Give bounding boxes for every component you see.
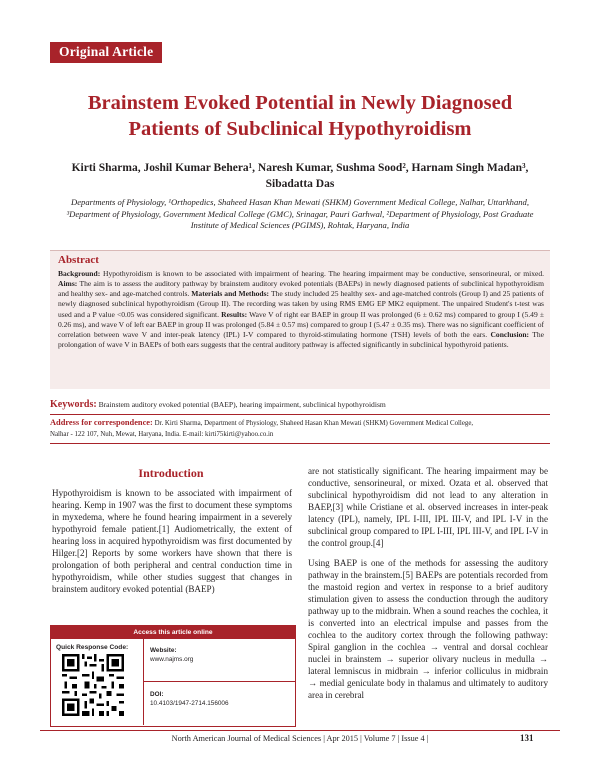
access-heading: Access this article online bbox=[51, 626, 295, 639]
conclusion-label: Conclusion: bbox=[490, 329, 530, 339]
access-divider-vertical bbox=[143, 639, 144, 725]
background-text: Hypothyroidism is known to be associated with impairment of hearing. The hearing impairment may be conductive, sensorineural, or mixed. bbox=[103, 269, 544, 278]
authors-line-2: Sibadatta Das bbox=[265, 178, 335, 190]
methods-label: Materials and Methods: bbox=[191, 289, 270, 299]
right-paragraph-1: are not statistically significant. The hearing impairment may be conductive, sensorineural, or mixed. Ozata et al. observed that subclinical hypothyroidism did not lead to any alteration in BAEP,[3] while Cristiane et al. observed increases in inter-peak latency (IPL), namely, IPL I-III, IPL III-V, and IPL I-V in the subclinical group compared to IPL I-III, IPL III-V, and IPL I-V in the control group.[4] bbox=[308, 466, 548, 548]
results-label: Results: bbox=[221, 309, 248, 319]
aims-label: Aims: bbox=[58, 279, 78, 289]
divider bbox=[50, 443, 550, 444]
article-type-badge: Original Article bbox=[50, 42, 162, 63]
doi-link[interactable]: 10.4103/1947-2714.156006 bbox=[150, 700, 229, 707]
footer-rule bbox=[40, 730, 560, 731]
article-title bbox=[40, 90, 560, 142]
title-line-1: Brainstem Evoked Potential in Newly Diagnosed bbox=[87, 92, 513, 114]
methods-text: The study included 25 healthy sex- and age-matched controls (Group I) and 25 patients of newly diagnosed subclinical hypothyroidism (Group II). The recording was taken by using RMS EMG EP MK2 equipment. The unpaired Student's t-test was used and a P value <0.05 was considered significant. bbox=[58, 289, 545, 319]
correspondence bbox=[50, 418, 550, 440]
right-column bbox=[308, 465, 548, 709]
author-list bbox=[40, 160, 560, 192]
keywords-label: Keywords: bbox=[50, 399, 97, 410]
keywords bbox=[50, 399, 550, 410]
website-label: Website: bbox=[150, 647, 177, 654]
website-link[interactable]: www.najms.org bbox=[150, 656, 194, 663]
left-column bbox=[52, 487, 292, 603]
abstract-heading: Abstract bbox=[58, 254, 99, 266]
results-text: Wave V of right ear BAEP in group II was prolonged (6 ± 0.62 ms) compared to group I (5.49 ± 0.26 ms), and wave V of left ear BAEP in group II was prolonged (5.84 ± 0.57 ms) compared to group I (5.47 ± 0.35 ms). There was no significant coefficient of correlation between wave V and inter-peak latency (IPL) I-V compared to thyroid-stimulating hormone (TSH) levels of both the ears. bbox=[58, 309, 544, 339]
introduction-heading: Introduction bbox=[138, 466, 204, 480]
divider bbox=[50, 414, 550, 415]
intro-paragraph-1: Hypothyroidism is known to be associated with impairment of hearing. Kemp in 1907 was the first to document these symptoms in myxedema, where he found hearing impairment in a severely hypothyroid female patient.[1] Audiometrically, the extent of hearing loss in acquired hypothyroidism was first documented by Hilger.[2] Reports by some workers have shown that there is prolongation of both peripheral and central conduction time in hypothyroidism, while other studies suggest that changes in brainstem auditory evoked potential (BAEP) bbox=[52, 488, 292, 594]
qr-code-icon[interactable] bbox=[62, 654, 124, 716]
correspondence-line-2: Nalhar - 122 107, Nuh, Mewat, Haryana, India. E-mail: kirti75kirti@yahoo.co.in bbox=[50, 430, 274, 438]
website-info bbox=[150, 646, 193, 664]
doi-info bbox=[150, 690, 229, 708]
journal-footer: North American Journal of Medical Sciences | Apr 2015 | Volume 7 | Issue 4 | bbox=[171, 734, 429, 743]
right-paragraph-2: Using BAEP is one of the methods for assessing the auditory pathway in the brainstem.[5] BAEPs are potentials recorded from the mastoid region and vertex in response to a brief auditory stimulation given to assess the conduction through the auditory pathway up to the midbrain. When a sound reaches the cochlea, it is converted into an electrical impulse and passes from the cochlea to the auditory cortex through the following pathway: Spiral ganglion in the cochlea → ventral and dorsal cochlear nuclei in brainstem → superior olivary nucleus in medulla → lateral lemniscus in midbrain → inferior colliculus in midbrain → medial geniculate body in thalamus and ultimately to auditory area in cerebral bbox=[308, 558, 548, 700]
qr-label: Quick Response Code: bbox=[56, 644, 129, 651]
keywords-text: Brainstem auditory evoked potential (BAEP), hearing impairment, subclinical hypothyroidism bbox=[98, 400, 386, 409]
conclusion-text: The prolongation of wave V in BAEPs of both ears suggests that the central auditory pathway is affected significantly in subclinical hypothyroid patients. bbox=[58, 329, 544, 350]
background-label: Background: bbox=[58, 269, 101, 278]
title-line-2: Patients of Subclinical Hypothyroidism bbox=[128, 118, 472, 140]
correspondence-label: Address for correspondence: bbox=[50, 418, 153, 427]
correspondence-line-1: Dr. Kirti Sharma, Department of Physiology, Shaheed Hasan Khan Mewati (SHKM) Government Medical College, bbox=[154, 420, 474, 427]
authors-line-1: Kirti Sharma, Joshil Kumar Behera¹, Naresh Kumar, Sushma Sood², Harnam Singh Madan³, bbox=[71, 162, 529, 174]
abstract-body bbox=[58, 269, 544, 350]
aims-text: The aim is to assess the auditory pathway by brainstem auditory evoked potentials (BAEPs) in newly diagnosed patients of subclinical hypothyroidism and healthy sex- and age-matched controls. bbox=[58, 279, 544, 299]
doi-label: DOI: bbox=[150, 691, 164, 698]
affiliations: Departments of Physiology, ¹Orthopedics, Shaheed Hasan Khan Mewati (SHKM) Government Medical College, Nalhar, Uttarkhand, ³Department of Physiology, Government Medical College (GMC), Srinagar, Pauri Garhwal, ²Department of Physiology, Post Graduate Institute of Medical Sciences (PGIMS), Rohtak, Haryana, India bbox=[66, 197, 534, 231]
access-divider-horizontal bbox=[143, 681, 295, 682]
page-number: 131 bbox=[520, 733, 534, 743]
